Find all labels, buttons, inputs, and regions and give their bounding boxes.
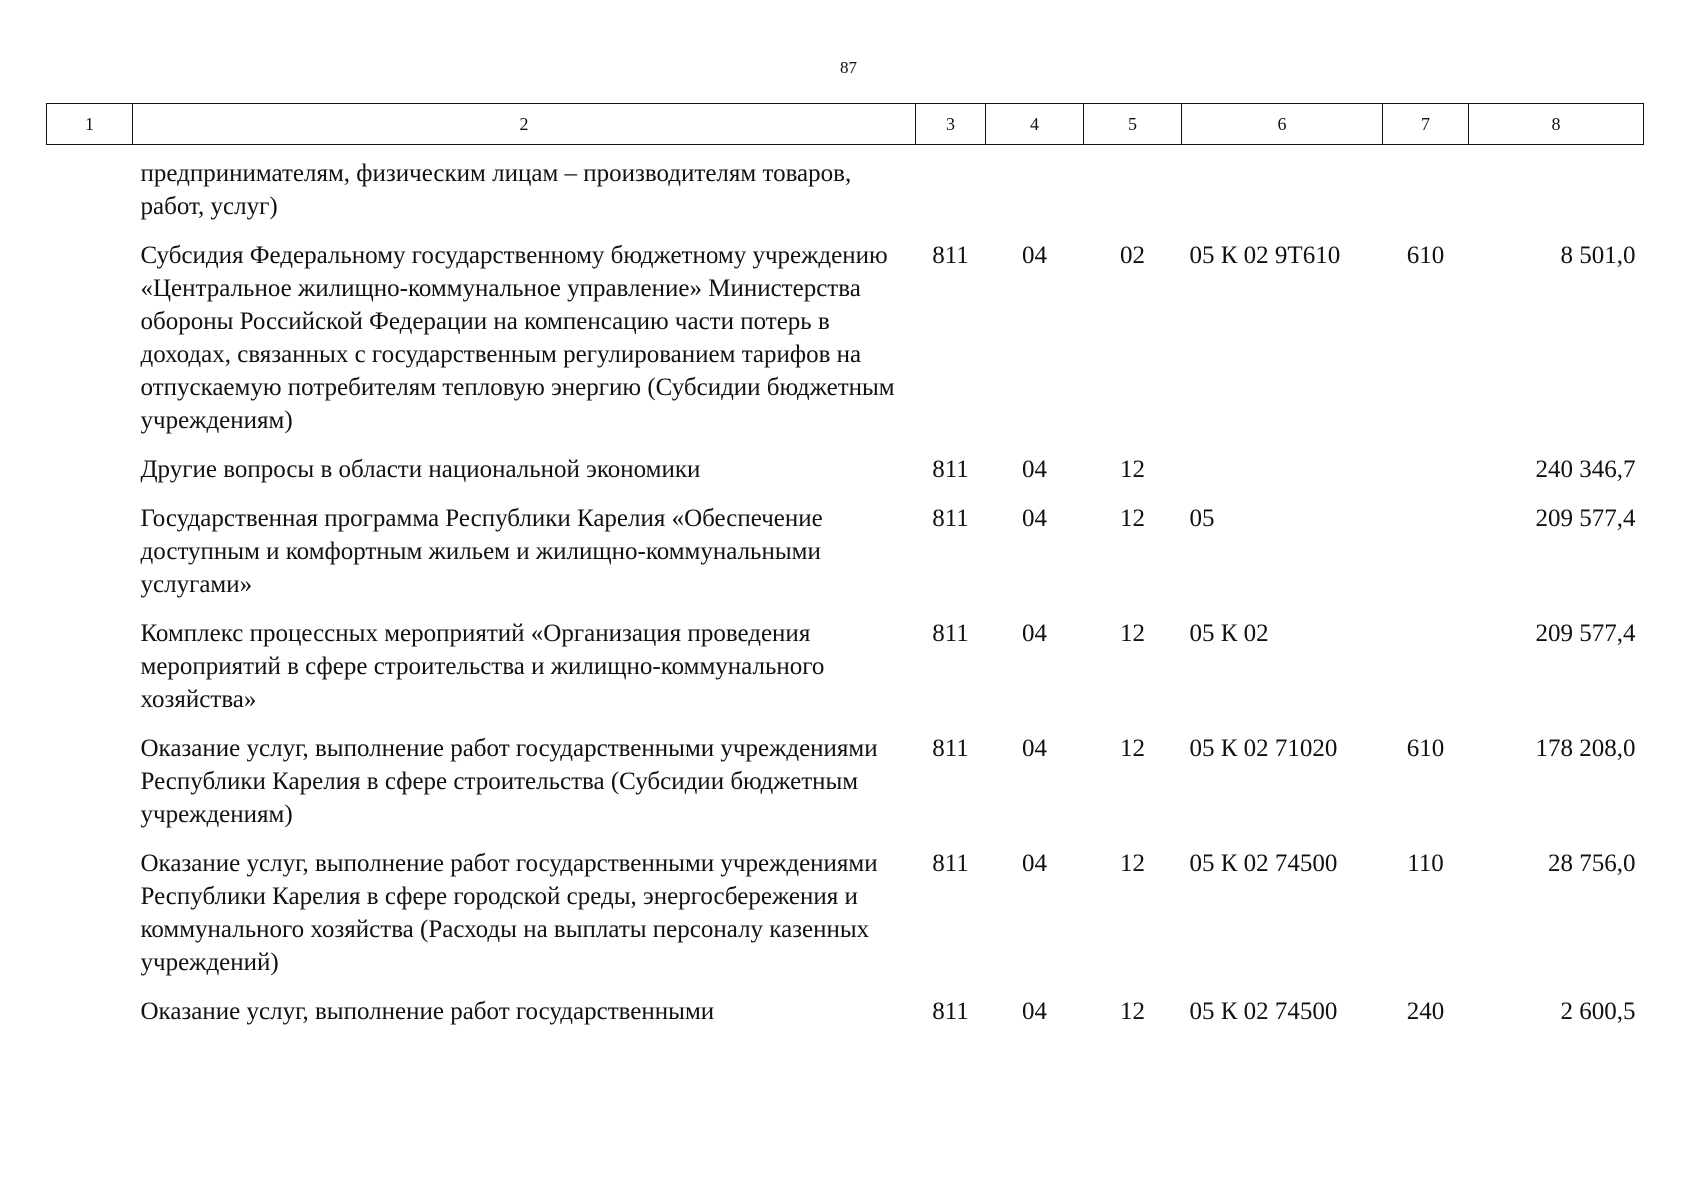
expense-name: Государственная программа Республики Карелия «Обеспечение доступным и комфортным жильем и жилищно-коммунальными услугами»	[140, 505, 823, 598]
expense-name: Оказание услуг, выполнение работ государственными учреждениями Республики Карелия в сфере городской среды, энергосбережения и коммунального хозяйства (Расходы на выплаты персоналу казенных учреждений)	[140, 850, 878, 976]
target-article-code	[1182, 453, 1383, 502]
expense-type-code: 110	[1407, 850, 1444, 877]
section-code: 04	[1022, 998, 1047, 1025]
row-spacer-cell	[47, 617, 133, 732]
row-spacer-cell	[47, 995, 133, 1044]
row-spacer-cell	[47, 847, 133, 995]
expense-name: Оказание услуг, выполнение работ государственными	[140, 998, 715, 1025]
page-number: 87	[840, 58, 857, 77]
amount: 2 600,5	[1560, 998, 1636, 1025]
amount	[1469, 145, 1644, 240]
expense-name: Другие вопросы в области национальной экономики	[140, 456, 701, 483]
expense-name: Оказание услуг, выполнение работ государственными учреждениями Республики Карелия в сфере строительства (Субсидии бюджетным учреждениям)	[140, 735, 878, 828]
section-code: 04	[1022, 620, 1047, 647]
column-header: 3	[916, 104, 986, 145]
subsection-code: 12	[1120, 620, 1145, 647]
table-row	[47, 145, 1644, 240]
section-code: 04	[1022, 456, 1047, 483]
column-header: 8	[1469, 104, 1644, 145]
expense-name: Субсидия Федеральному государственному бюджетному учреждению «Центральное жилищно-коммунальное управление» Министерства обороны Российской Федерации на компенсацию части потерь в доходах, связанных с государственным регулированием тарифов на отпускаемую потребителям тепловую энергию (Субсидии бюджетным учреждениям)	[140, 242, 895, 434]
table-row	[47, 617, 1644, 732]
amount: 240 346,7	[1535, 456, 1636, 483]
expense-type-code	[1383, 453, 1469, 502]
section-code: 04	[1022, 505, 1047, 532]
table-row	[47, 239, 1644, 453]
section-code	[986, 145, 1084, 240]
row-spacer-cell	[47, 732, 133, 847]
table-row	[47, 453, 1644, 502]
column-header: 5	[1084, 104, 1182, 145]
target-article-code: 05 К 02 74500	[1189, 998, 1338, 1025]
expense-type-code: 240	[1406, 998, 1445, 1025]
subsection-code: 12	[1120, 735, 1145, 762]
admin-code: 811	[932, 998, 969, 1025]
column-header: 6	[1182, 104, 1383, 145]
row-spacer-cell	[47, 453, 133, 502]
target-article-code: 05 К 02	[1189, 620, 1269, 647]
column-header: 4	[986, 104, 1084, 145]
amount: 178 208,0	[1535, 735, 1636, 762]
subsection-code: 12	[1120, 456, 1145, 483]
table-row	[47, 995, 1644, 1044]
budget-table	[46, 103, 1644, 1044]
subsection-code: 12	[1120, 998, 1145, 1025]
admin-code: 811	[932, 620, 969, 647]
section-code: 04	[1022, 850, 1047, 877]
amount: 209 577,4	[1535, 505, 1636, 532]
row-spacer-cell	[47, 239, 133, 453]
subsection-code: 02	[1120, 242, 1145, 269]
table-row	[47, 502, 1644, 617]
amount: 28 756,0	[1548, 850, 1636, 877]
amount: 209 577,4	[1535, 620, 1636, 647]
row-spacer-cell	[47, 145, 133, 240]
subsection-code: 12	[1120, 505, 1145, 532]
table-row	[47, 847, 1644, 995]
section-code: 04	[1022, 242, 1047, 269]
admin-code: 811	[932, 850, 969, 877]
target-article-code: 05	[1189, 505, 1215, 532]
expense-type-code	[1383, 617, 1469, 732]
subsection-code: 12	[1120, 850, 1145, 877]
target-article-code: 05 К 02 71020	[1189, 735, 1338, 762]
admin-code: 811	[932, 456, 969, 483]
expense-type-code	[1383, 145, 1469, 240]
table-row	[47, 732, 1644, 847]
admin-code: 811	[932, 735, 969, 762]
expense-name: предпринимателям, физическим лицам – производителям товаров, работ, услуг)	[140, 160, 852, 220]
section-code: 04	[1022, 735, 1047, 762]
admin-code	[916, 145, 986, 240]
admin-code: 811	[932, 505, 969, 532]
column-header: 1	[47, 104, 133, 145]
target-article-code: 05 К 02 74500	[1189, 850, 1338, 877]
amount: 8 501,0	[1560, 242, 1636, 269]
expense-type-code: 610	[1406, 735, 1445, 762]
target-article-code	[1182, 145, 1383, 240]
subsection-code	[1084, 145, 1182, 240]
column-header: 7	[1383, 104, 1469, 145]
target-article-code: 05 К 02 9Т610	[1189, 242, 1341, 269]
column-number-row	[47, 104, 1644, 145]
column-header: 2	[133, 104, 916, 145]
expense-type-code	[1383, 502, 1469, 617]
row-spacer-cell	[47, 502, 133, 617]
expense-type-code: 610	[1406, 242, 1445, 269]
admin-code: 811	[932, 242, 969, 269]
expense-name: Комплекс процессных мероприятий «Организация проведения мероприятий в сфере строительства и жилищно-коммунального хозяйства»	[140, 620, 825, 713]
